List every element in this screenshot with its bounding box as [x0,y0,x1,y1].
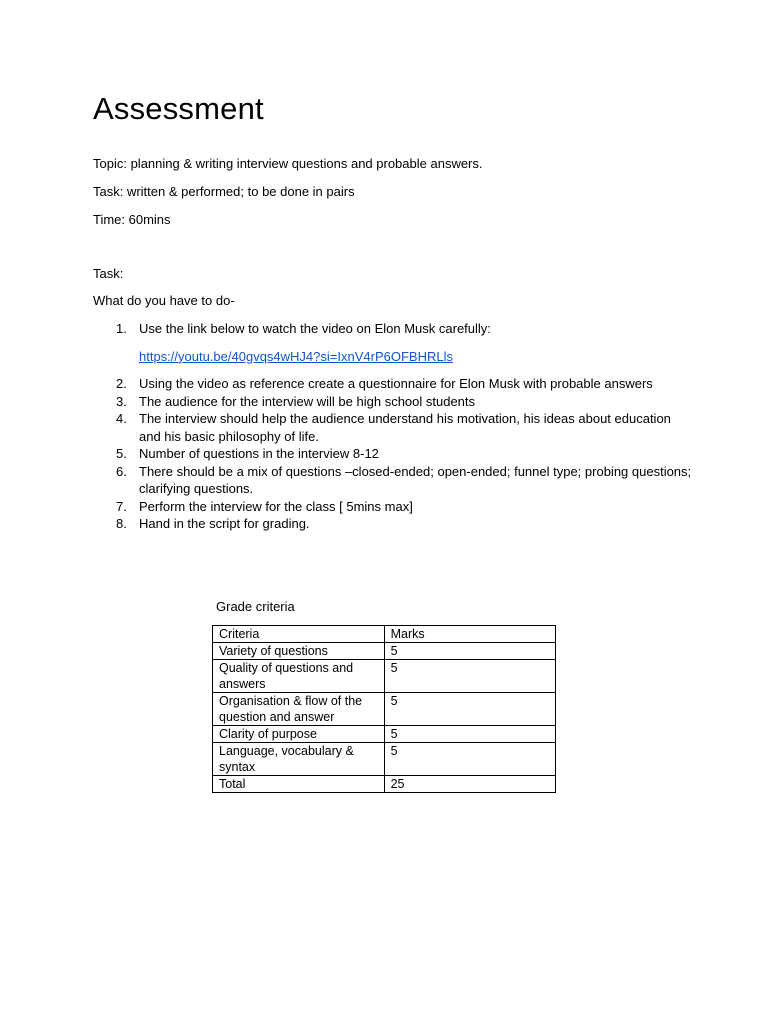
list-item [93,410,693,445]
list-item-text: Hand in the script for grading. [139,516,310,531]
criteria-cell: Clarity of purpose [213,726,385,743]
task-type-line: Task: written & performed; to be done in pairs [93,184,355,199]
steps-list [93,320,693,533]
criteria-cell: Quality of questions and answers [213,660,385,693]
column-header-marks: Marks [384,626,555,643]
task-heading: Task: [93,266,124,281]
marks-cell: 5 [384,643,555,660]
marks-cell: 5 [384,693,555,726]
list-item-text: Number of questions in the interview 8-12 [139,446,379,461]
list-item [93,375,693,393]
table-row [213,660,556,693]
grade-table-caption: Grade criteria [216,599,295,614]
list-number: 1. [116,321,127,336]
list-item [93,498,693,516]
grade-criteria-table [212,625,556,793]
criteria-cell: Total [213,776,385,793]
list-item [93,515,693,533]
list-item [93,320,693,365]
column-header-criteria: Criteria [213,626,385,643]
criteria-cell: Language, vocabulary & syntax [213,743,385,776]
list-item-text: Perform the interview for the class [ 5mins max] [139,498,413,514]
list-item-text: Use the link below to watch the video on Elon Musk carefully: [139,321,491,336]
list-number: 8. [116,516,127,531]
what-to-do-line: What do you have to do- [93,293,235,308]
table-row [213,693,556,726]
marks-cell: 5 [384,743,555,776]
list-item-text: The interview should help the audience understand his motivation, his ideas about education and his basic philosophy of life. [139,411,671,444]
list-number: 6. [116,463,127,479]
list-number: 4. [116,411,127,426]
list-item-text: There should be a mix of questions –closed-ended; open-ended; funnel type; probing questions; clarifying questions. [139,463,692,496]
criteria-cell: Organisation & flow of the question and answer [213,693,385,726]
list-item-text: The audience for the interview will be high school students [139,393,476,409]
table-row [213,743,556,776]
topic-line: Topic: planning & writing interview questions and probable answers. [93,156,483,171]
list-item [93,445,693,463]
video-link[interactable]: https://youtu.be/40gvqs4wHJ4?si=IxnV4rP6OFBHRLls [139,348,453,364]
marks-cell: 5 [384,726,555,743]
table-row [213,726,556,743]
page-title: Assessment [93,91,264,126]
list-number: 5. [116,446,127,461]
table-total-row [213,776,556,793]
list-number: 2. [116,376,127,391]
list-number: 3. [116,393,127,409]
list-number: 7. [116,498,127,514]
list-item [93,463,693,498]
time-line: Time: 60mins [93,212,171,227]
criteria-cell: Variety of questions [213,643,385,660]
list-item [93,393,693,411]
marks-cell: 5 [384,660,555,693]
table-row [213,643,556,660]
list-item-text: Using the video as reference create a questionnaire for Elon Musk with probable answers [139,376,653,391]
table-header-row [213,626,556,643]
marks-cell: 25 [384,776,555,793]
